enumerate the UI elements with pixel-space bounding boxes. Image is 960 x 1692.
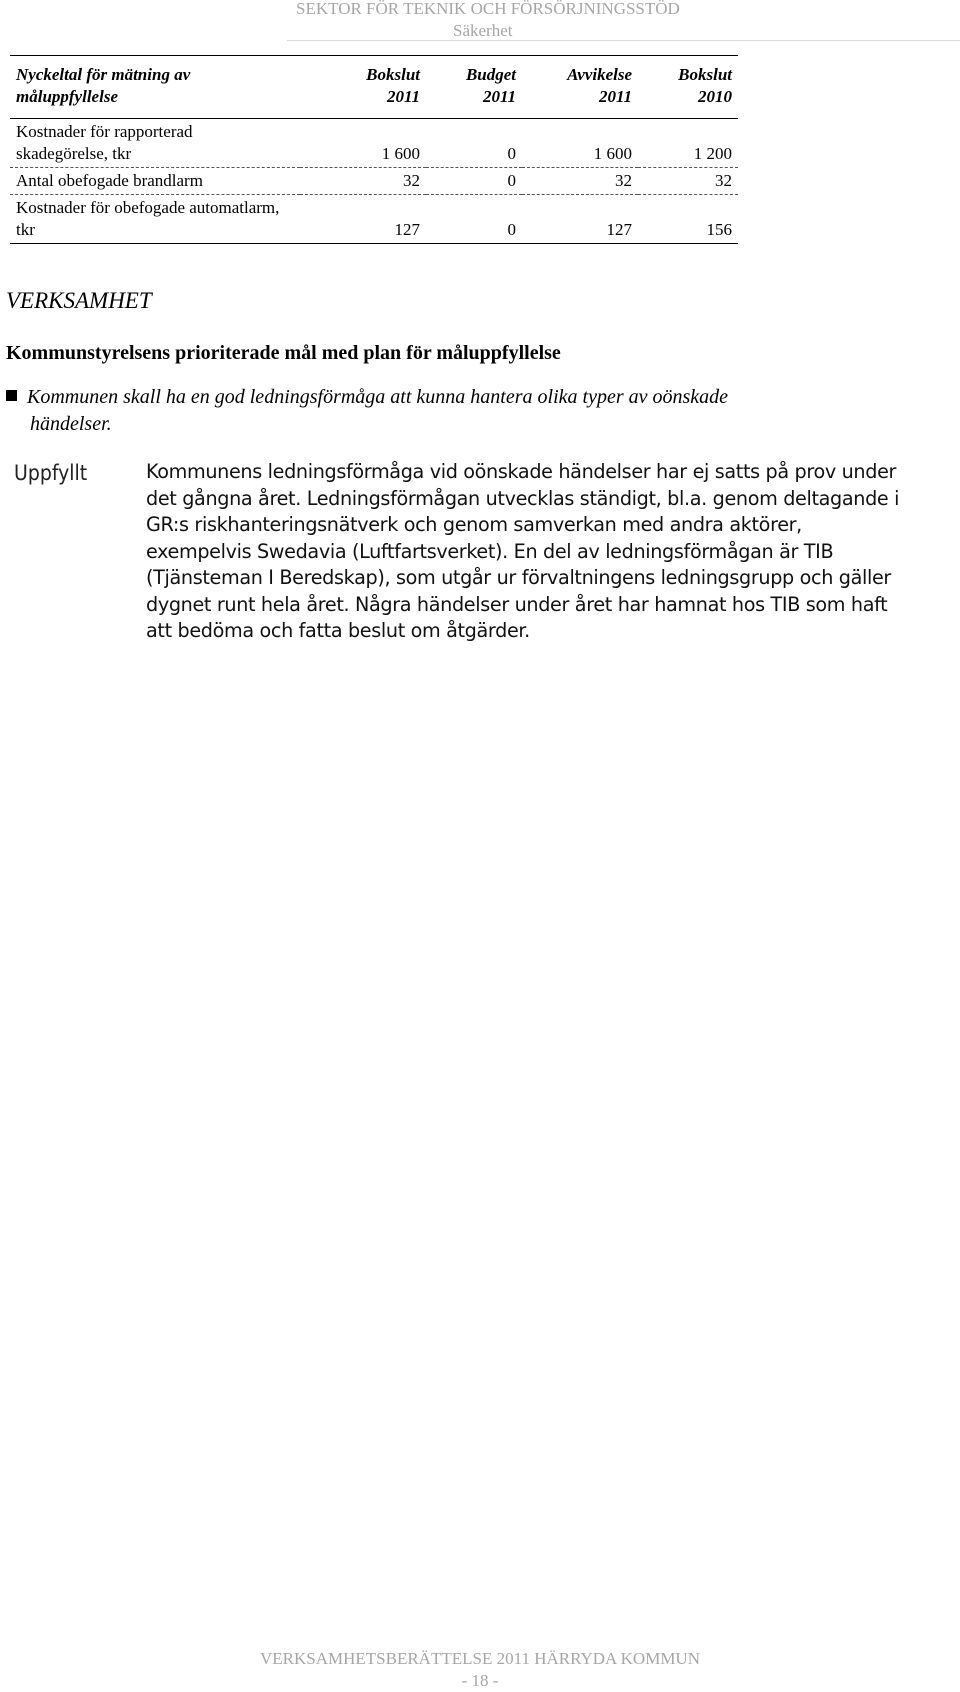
cell-value: 127 bbox=[394, 220, 420, 239]
row-label: Kostnader för rapporterad skadegörelse, tkr bbox=[16, 122, 193, 163]
cell-value: 127 bbox=[606, 220, 632, 239]
header-divider bbox=[287, 40, 960, 41]
kpi-col-bokslut-2011: Bokslut 2011 bbox=[366, 65, 420, 106]
status-line: GR:s riskhanteringsnätverk och genom samverkan med andra aktörer, bbox=[146, 513, 802, 536]
status-description bbox=[146, 459, 926, 645]
cell-value: 32 bbox=[615, 171, 632, 190]
kpi-col-indicator: Nyckeltal för mätning av måluppfyllelse bbox=[16, 65, 191, 106]
cell-value: 0 bbox=[507, 220, 516, 239]
kpi-col-avvikelse-2011: Avvikelse 2011 bbox=[567, 65, 632, 106]
cell-value: 1 600 bbox=[593, 144, 632, 163]
kpi-header-row bbox=[10, 56, 738, 119]
cell-value: 32 bbox=[403, 171, 420, 190]
status-line: att bedöma och fatta beslut om åtgärder. bbox=[146, 619, 530, 642]
table-row bbox=[10, 119, 738, 168]
table-row bbox=[10, 195, 738, 244]
header-subsection: Säkerhet bbox=[453, 21, 513, 40]
page-number: - 18 - bbox=[461, 1671, 499, 1690]
status-line: Kommunens ledningsförmåga vid oönskade händelser har ej satts på prov under bbox=[146, 460, 897, 483]
goal-text-line1: Kommunen skall ha en god ledningsförmåga att kunna hantera olika typer av oönskade bbox=[27, 386, 729, 408]
cell-value: 32 bbox=[715, 171, 732, 190]
row-label: Antal obefogade brandlarm bbox=[16, 171, 203, 190]
page-footer bbox=[0, 1648, 960, 1690]
section-title: VERKSAMHET bbox=[6, 288, 152, 313]
goal-heading: Kommunstyrelsens prioriterade mål med plan för måluppfyllelse bbox=[6, 342, 561, 364]
kpi-col-bokslut-2010: Bokslut 2010 bbox=[678, 65, 732, 106]
status-label: Uppfyllt bbox=[14, 461, 88, 485]
goal-item bbox=[6, 384, 926, 438]
header-sector: SEKTOR FÖR TEKNIK OCH FÖRSÖRJNINGSSTÖD bbox=[296, 0, 680, 18]
cell-value: 1 600 bbox=[381, 144, 420, 163]
cell-value: 1 200 bbox=[693, 144, 732, 163]
cell-value: 156 bbox=[706, 220, 732, 239]
cell-value: 0 bbox=[507, 171, 516, 190]
status-line: dygnet runt hela året. Några händelser under året har hamnat hos TIB som haft bbox=[146, 592, 888, 616]
status-line: (Tjänsteman I Beredskap), som utgår ur förvaltningens ledningsgrupp och gäller bbox=[146, 566, 891, 589]
table-row bbox=[10, 168, 738, 195]
kpi-table bbox=[10, 55, 738, 244]
status-line: det gångna året. Ledningsförmågan utvecklas ständigt, bl.a. genom deltagande i bbox=[146, 486, 900, 510]
kpi-col-budget-2011: Budget 2011 bbox=[465, 65, 516, 106]
row-label: Kostnader för obefogade automatlarm, tkr bbox=[16, 198, 280, 239]
status-line: exempelvis Swedavia (Luftfartsverket). En del av ledningsförmågan är TIB bbox=[146, 539, 834, 563]
footer-title: VERKSAMHETSBERÄTTELSE 2011 HÄRRYDA KOMMUN bbox=[260, 1649, 700, 1668]
goal-text-line2: händelser. bbox=[30, 413, 112, 435]
cell-value: 0 bbox=[507, 144, 516, 163]
square-bullet-icon bbox=[6, 390, 17, 401]
